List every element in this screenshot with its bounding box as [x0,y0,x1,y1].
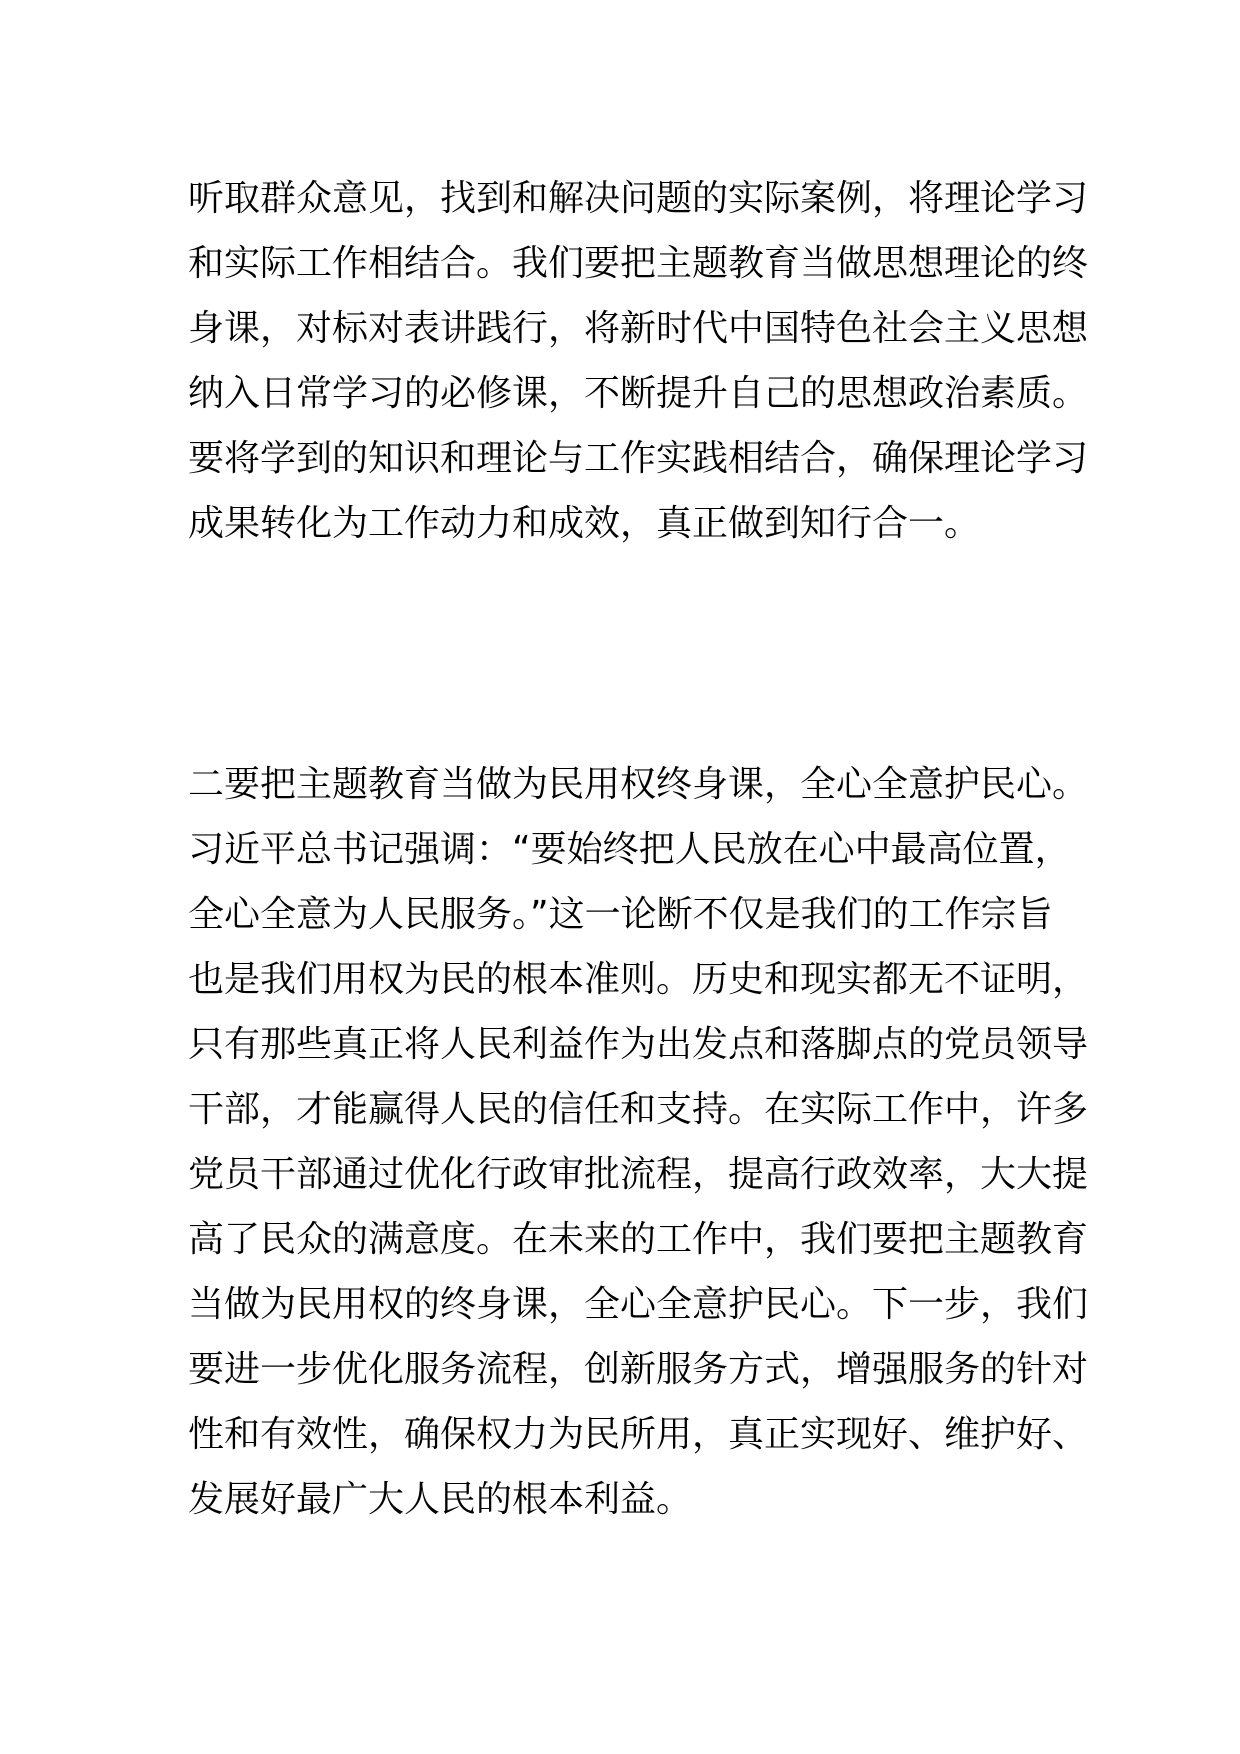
paragraph-line: 只有那些真正将人民利益作为出发点和落脚点的党员领导 [188,1024,1089,1065]
paragraph-line: 听取群众意见，找到和解决问题的实际案例，将理论学习 [188,178,1089,219]
paragraph-line: 二要把主题教育当做为民用权终身课，全心全意护民心。 [188,764,1089,805]
paragraph-line: 也是我们用权为民的根本准则。历史和现实都无不证明， [188,959,1089,1000]
paragraph-line: 高了民众的满意度。在未来的工作中，我们要把主题教育 [188,1219,1089,1260]
paragraph-line: 和实际工作相结合。我们要把主题教育当做思想理论的终 [188,243,1089,284]
paragraph-line: 成果转化为工作动力和成效，真正做到知行合一。 [188,503,981,544]
paragraph-line: 党员干部通过优化行政审批流程，提高行政效率，大大提 [188,1154,1089,1195]
paragraph-line: 性和有效性，确保权力为民所用，真正实现好、维护好、 [188,1414,1089,1455]
paragraph-line: 当做为民用权的终身课，全心全意护民心。下一步，我们 [188,1284,1089,1325]
paragraph-line: 身课，对标对表讲践行，将新时代中国特色社会主义思想 [188,308,1089,349]
paragraph-line: 习近平总书记强调：“要始终把人民放在心中最高位置， [188,829,1071,870]
paragraph-line: 发展好最广大人民的根本利益。 [188,1479,693,1520]
paragraph-2 [188,752,1089,1532]
paragraph-line: 要进一步优化服务流程，创新服务方式，增强服务的针对 [188,1349,1089,1390]
paragraph-line: 要将学到的知识和理论与工作实践相结合，确保理论学习 [188,438,1089,479]
paragraph-1 [188,166,1089,556]
paragraph-line: 纳入日常学习的必修课，不断提升自己的思想政治素质。 [188,373,1089,414]
paragraph-line: 干部，才能赢得人民的信任和支持。在实际工作中，许多 [188,1089,1089,1130]
paragraph-line: 全心全意为人民服务。”这一论断不仅是我们的工作宗旨 [188,894,1053,935]
